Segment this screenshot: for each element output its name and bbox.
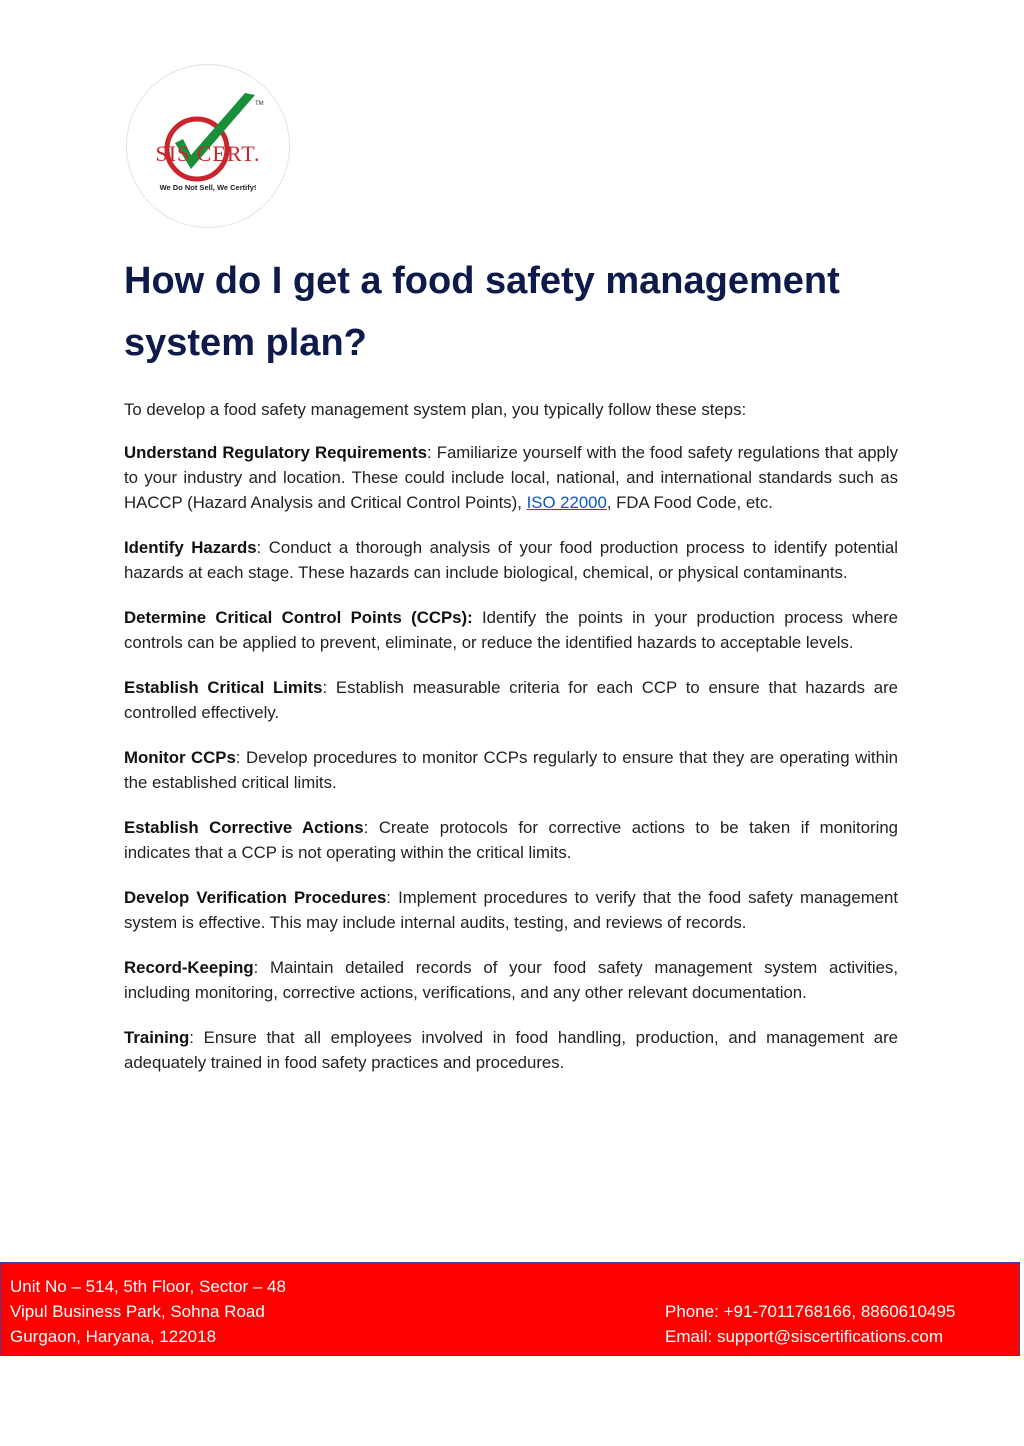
trademark-mark: TM <box>255 101 264 107</box>
step-heading: Understand Regulatory Requirements <box>124 443 427 462</box>
logo-tagline: We Do Not Sell, We Certify! <box>159 183 257 192</box>
iso-22000-link[interactable]: ISO 22000 <box>526 493 607 512</box>
step-text: Maintain detailed records of your food safety management system activities, including monitoring, corrective actions, verifications, and any other relevant documentation. <box>124 958 898 1002</box>
page-title: How do I get a food safety management system plan? <box>124 260 840 364</box>
step-heading: Establish Corrective Actions <box>124 818 364 837</box>
step-text: Create protocols for corrective actions to be taken if monitoring indicates that a CCP is not operating within the critical limits. <box>124 818 899 862</box>
step-text: Familiarize yourself with the food safety regulations that apply to your industry and location. These could include local, national, and international standards such as HACCP (Hazard Analysis and Critical Control Points), <box>124 443 898 512</box>
step-paragraph: Identify Hazards: Conduct a thorough analysis of your food production process to identify potential hazards at each stage. These hazards can include biological, chemical, or physical contaminants. <box>124 538 898 582</box>
step-paragraph: Establish Corrective Actions: Create protocols for corrective actions to be taken if monitoring indicates that a CCP is not operating within the critical limits. <box>124 818 899 862</box>
step-text: Identify the points in your production process where controls can be applied to prevent, eliminate, or reduce the identified hazards to acceptable levels. <box>124 608 898 652</box>
address-line: Vipul Business Park, Sohna Road <box>10 1302 265 1321</box>
step-text: Implement procedures to verify that the food safety management system is effective. This may include internal audits, testing, and reviews of records. <box>124 888 898 932</box>
address-line: Unit No – 514, 5th Floor, Sector – 48 <box>10 1277 286 1296</box>
step-heading: Identify Hazards <box>124 538 257 557</box>
intro-paragraph: To develop a food safety management system plan, you typically follow these steps: <box>124 400 747 419</box>
contact-footer <box>0 1262 1020 1356</box>
step-text: Conduct a thorough analysis of your food production process to identify potential hazards at each stage. These hazards can include biological, chemical, or physical contaminants. <box>124 538 898 582</box>
company-logo <box>126 64 290 228</box>
logo-brand-text: SIS CERT. <box>155 141 261 166</box>
footer-email: Email: support@siscertifications.com <box>665 1327 944 1346</box>
step-paragraph: Monitor CCPs: Develop procedures to monitor CCPs regularly to ensure that they are operating within the established critical limits. <box>124 748 898 792</box>
step-paragraph: Understand Regulatory Requirements: Familiarize yourself with the food safety regulations that apply to your industry and location. These could include local, national, and international standards such as HACCP (Hazard Analysis and Critical Control Points), ISO 22000, FDA Food Code, etc. <box>124 443 898 512</box>
footer-phone: Phone: +91-7011768166, 8860610495 <box>665 1302 956 1321</box>
step-paragraph <box>124 605 898 655</box>
step-paragraph: Establish Critical Limits: Establish measurable criteria for each CCP to ensure that hazards are controlled effectively. <box>124 678 898 722</box>
step-heading: Establish Critical Limits <box>124 678 323 697</box>
step-heading: Develop Verification Procedures <box>124 888 387 907</box>
step-heading: Record-Keeping <box>124 958 254 977</box>
article-body <box>124 397 898 1095</box>
step-text: Establish measurable criteria for each CCP to ensure that hazards are controlled effectively. <box>124 678 898 722</box>
step-paragraph: Record-Keeping: Maintain detailed records of your food safety management system activities, including monitoring, corrective actions, verifications, and any other relevant documentation. <box>124 958 898 1002</box>
address-line: Gurgaon, Haryana, 122018 <box>10 1327 217 1346</box>
footer-address <box>10 1274 286 1349</box>
step-paragraph: Training: Ensure that all employees involved in food handling, production, and management are adequately trained in food safety practices and procedures. <box>124 1028 898 1072</box>
step-heading: Training <box>124 1028 190 1047</box>
step-text: Develop procedures to monitor CCPs regularly to ensure that they are operating within the established critical limits. <box>124 748 898 792</box>
step-paragraph: Develop Verification Procedures: Implement procedures to verify that the food safety management system is effective. This may include internal audits, testing, and reviews of records. <box>124 888 898 932</box>
step-text: Ensure that all employees involved in food handling, production, and management are adequately trained in food safety practices and procedures. <box>124 1028 898 1072</box>
step-heading: Monitor CCPs <box>124 748 236 767</box>
step-heading: Determine Critical Control Points (CCPs): <box>124 608 473 627</box>
footer-contact <box>665 1299 955 1349</box>
